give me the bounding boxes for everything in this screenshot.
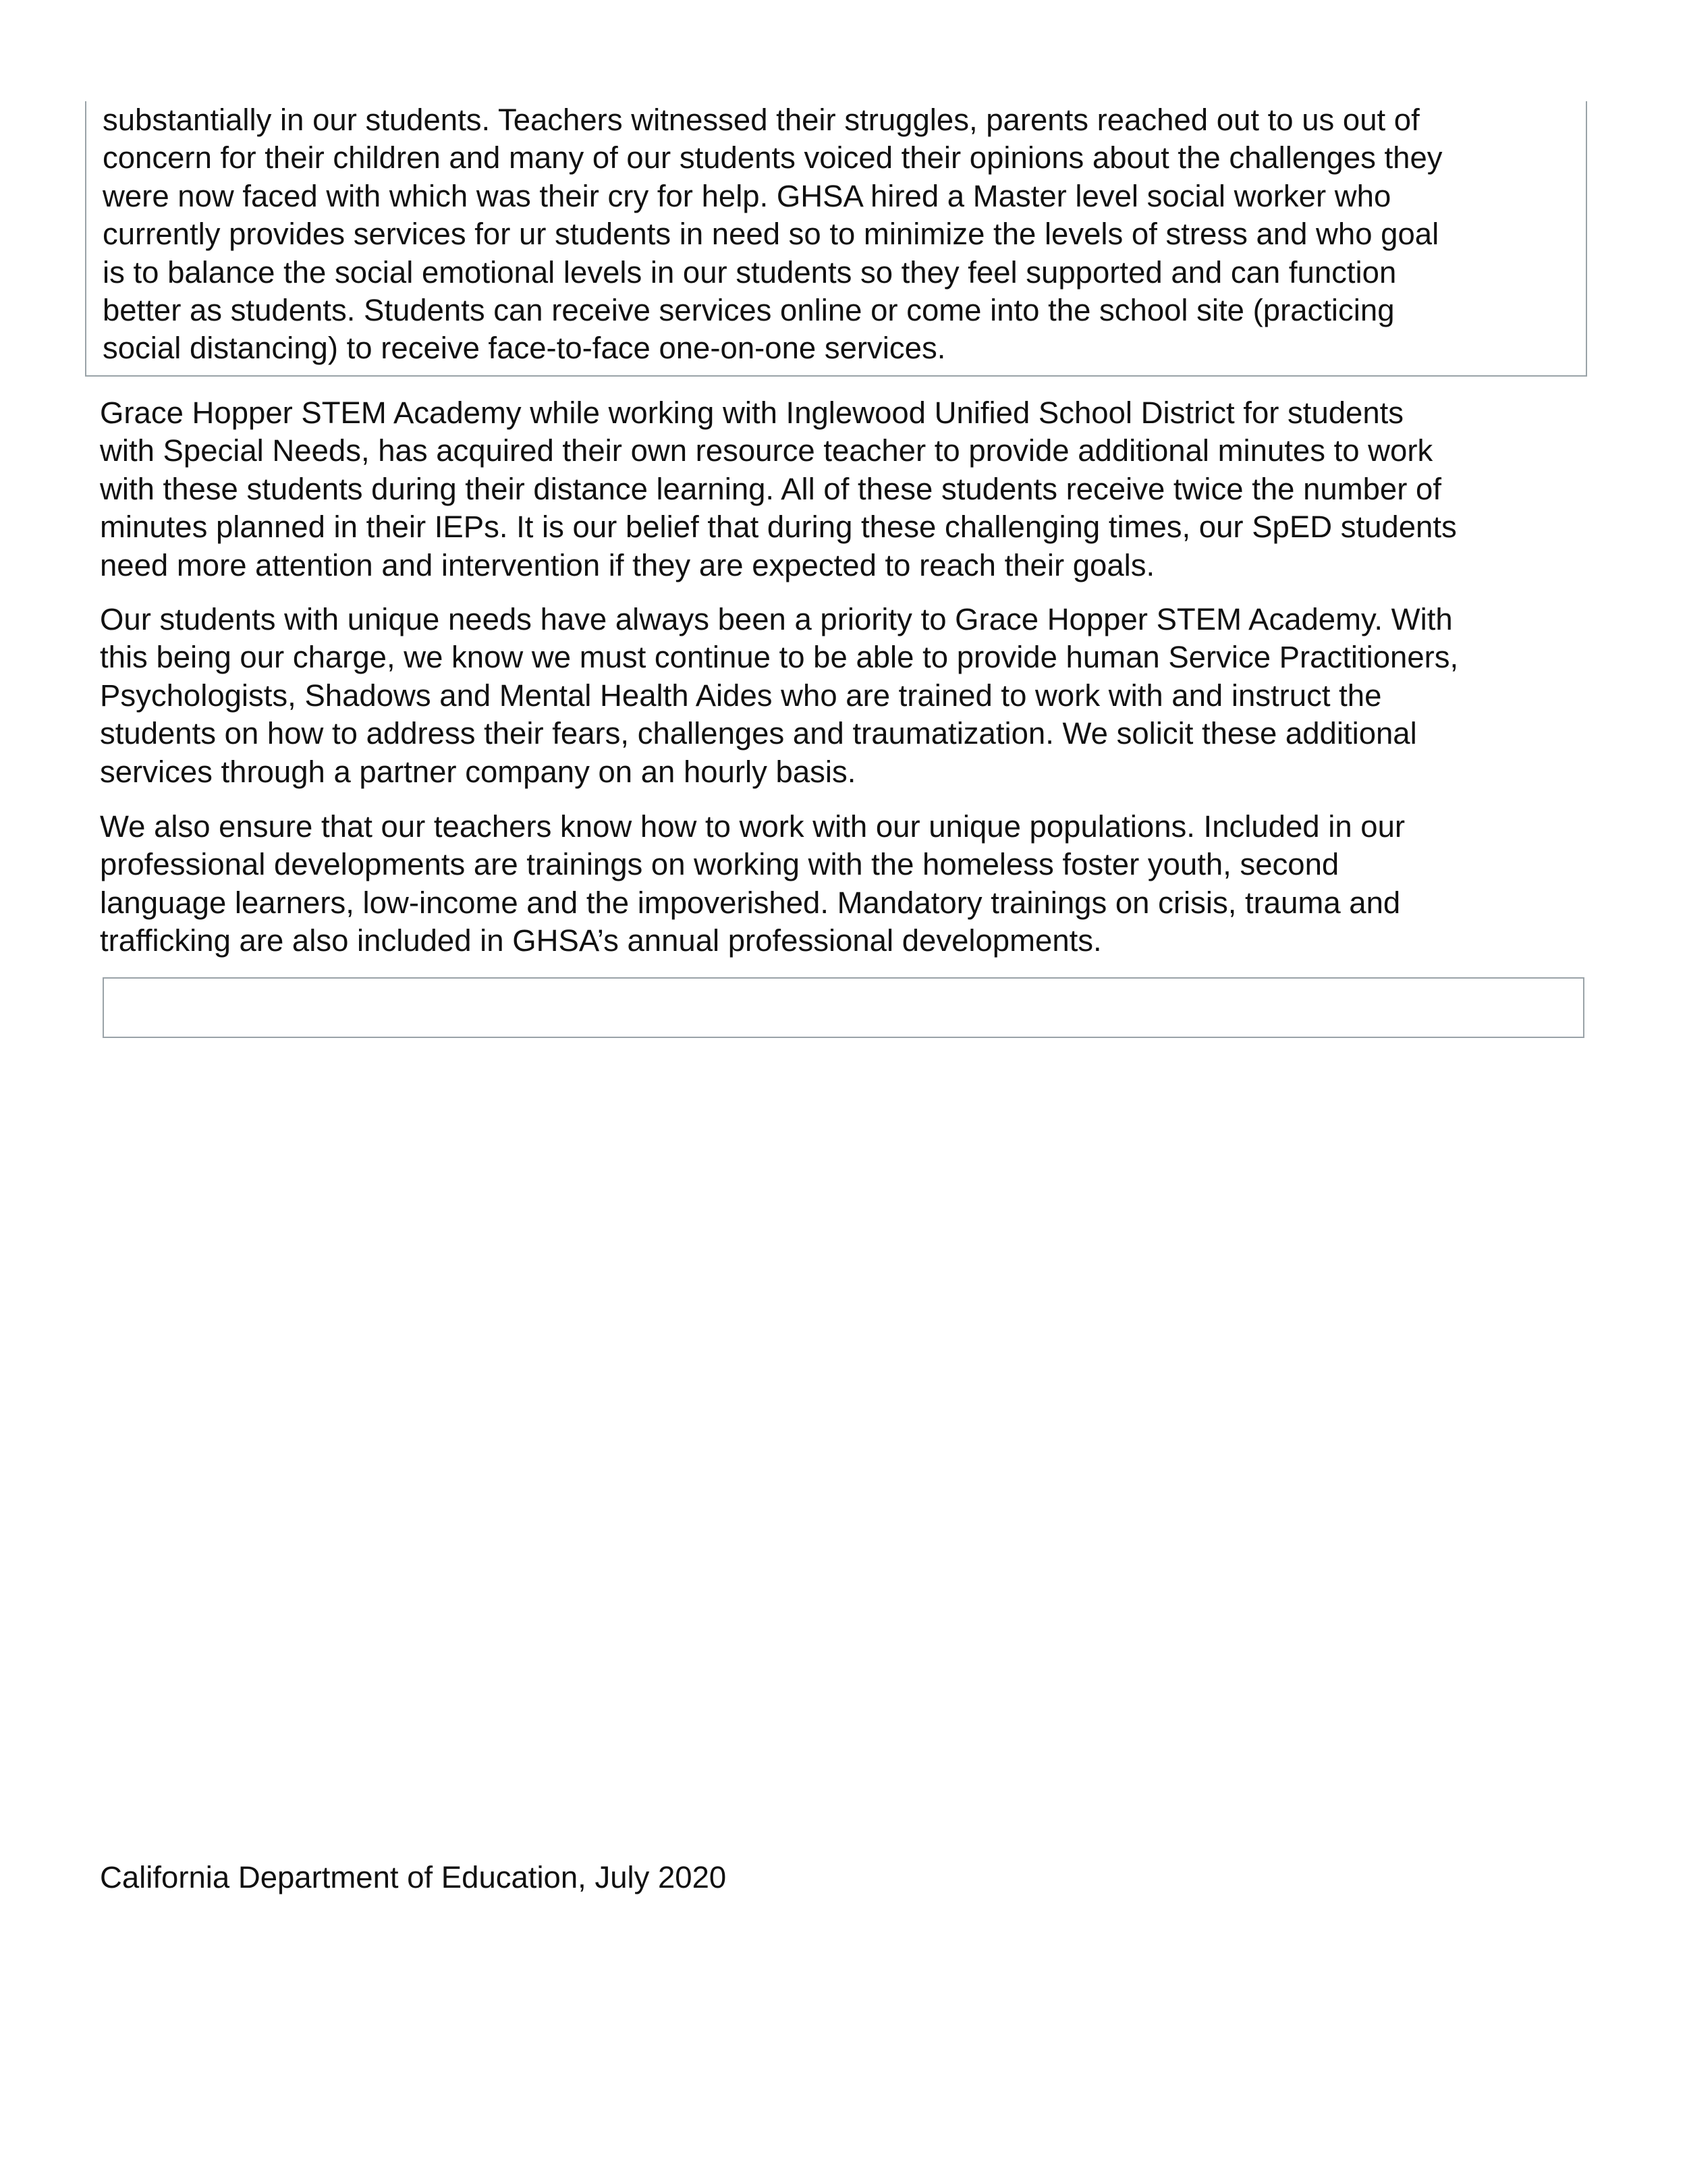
empty-text-box — [103, 977, 1584, 1038]
continued-paragraph: substantially in our students. Teachers witnessed their struggles, parents reached out to us out of concern for their children and many of our students voiced their opinions about the challenges they were now faced with which was their cry for help. GHSA hired a Master level social worker who currently provides services for ur students in need so to minimize the levels of stress and who goal is to balance the social emotional levels in our students so they feel supported and can function better as students. Students can receive services online or come into the school site (practicing social distancing) to receive face-to-face one-on-one services. — [103, 103, 1443, 366]
paragraph-teacher-training: We also ensure that our teachers know how to work with our unique populations. Included in our professional developments are trainings on working with the homeless foster youth, second language learners, low-income and the impoverished. Mandatory trainings on crisis, trauma and trafficking are also included in GHSA’s annual professional developments. — [100, 809, 1406, 958]
paragraph-unique-needs: Our students with unique needs have always been a priority to Grace Hopper STEM Academy. With this being our charge, we know we must continue to be able to provide human Service Practitioners, Psychologists, Shadows and Mental Health Aides who are trained to work with and instruct the students on how to address their fears, challenges and traumatization. We solicit these additional services through a partner company on an hourly basis. — [100, 602, 1459, 789]
continued-text-box — [85, 101, 1587, 377]
paragraph-special-needs: Grace Hopper STEM Academy while working with Inglewood Unified School District for students with Special Needs, has acquired their own resource teacher to provide additional minutes to work with these students during their distance learning. All of these students receive twice the number of minutes planned in their IEPs. It is our belief that during these challenging times, our SpED students need more attention and intervention if they are expected to reach their goals. — [100, 395, 1457, 582]
page-footer: California Department of Education, July 2020 — [100, 1860, 727, 1894]
